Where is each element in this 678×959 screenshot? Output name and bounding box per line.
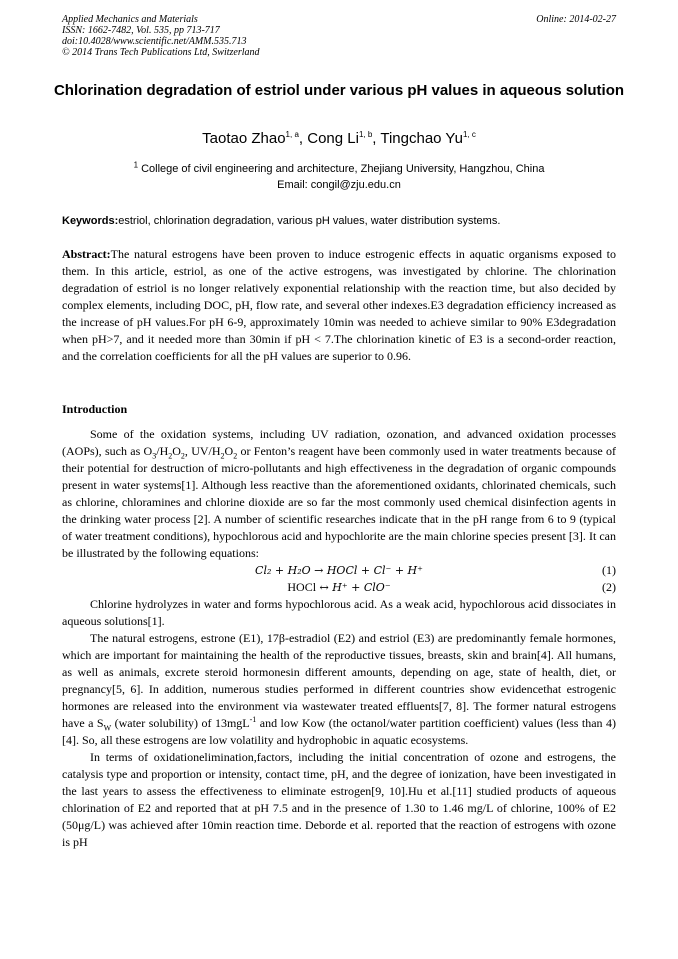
- abstract-label: Abstract:: [62, 247, 111, 261]
- equation-number: (2): [602, 580, 616, 594]
- abstract-section: [62, 246, 616, 365]
- superscript: -1: [249, 715, 257, 724]
- paragraph: [62, 426, 616, 562]
- author-affiliation-mark: 1, b: [358, 130, 373, 139]
- keywords-text: estriol, chlorination degradation, various pH values, water distribution systems.: [118, 215, 501, 227]
- paragraph: In terms of oxidationelimination,factors, including the initial concentration of ozone and estrogens, the catalysis type and proportion or intensity, contact time, pH, and the degree of ionization, have been investigated in the last years to assess the effectiveness to eliminate estrogen[9, 10].Hu et al.[11] studied products of aqueous chlorination of E2 and reported that at pH 7.5 and in the presence of 1.30 to 1.46 mg/L of chlorine, 100% of E2 (50μg/L) was achieved after 10min reaction time. Deborde et al. reported that the reaction of estrogens with ozone is pH: [62, 750, 616, 849]
- subscript: 2: [233, 451, 238, 461]
- author-affiliation-mark: 1, c: [462, 130, 476, 139]
- paragraph-text: /H: [156, 444, 169, 458]
- affiliation-mark: 1: [133, 160, 139, 170]
- paragraph-text: Some of the oxidation systems, including UV radiation, ozonation, and advanced oxidation processes (AOPs), such as O: [62, 427, 616, 458]
- doi: doi:10.4028/www.scientific.net/AMM.535.713: [62, 36, 247, 47]
- online-date: Online: 2014-02-27: [536, 14, 616, 25]
- subscript: 2: [168, 451, 173, 461]
- author-name: Tingchao Yu: [380, 130, 463, 147]
- paragraph-text: , UV/H: [184, 444, 221, 458]
- author-name: Cong Li: [307, 130, 359, 147]
- equation-number: (1): [602, 563, 616, 577]
- subscript: 2: [220, 451, 225, 461]
- paper-title: Chlorination degradation of estriol under various pH values in aqueous solution: [53, 82, 625, 99]
- author-list: Taotao Zhao$^{1, a}$, Cong Li$^{1, b}$, Tingchao Yu$^{1, c}$: [202, 130, 476, 147]
- author-name: Taotao Zhao: [202, 130, 286, 147]
- issn: ISSN: 1662-7482, Vol. 535, pp 713-717: [62, 25, 220, 36]
- paragraph: Chlorine hydrolyzes in water and forms hypochlorous acid. As a weak acid, hypochlorous acid dissociates in aqueous solutions[1].: [62, 597, 616, 628]
- paragraph-text: (water solubility) of 13mgL: [111, 716, 250, 730]
- affiliation-line: [40, 161, 638, 177]
- equation-formula: ↔ H⁺ + ClO⁻: [316, 581, 391, 594]
- paragraph-text: The natural estrogens, estrone (E1), 17β-estradiol (E2) and estriol (E3) are predominantly female hormones, which are important for maintaining the health of the reproductive tissues, breasts, skin and brain[4]. All humans, as well as animals, excrete steroid hormonesin different amounts, depending on age, state of health, diet, or pregnancy[5, 6]. In addition, numerous studies performed in different countries show evidencethat estrogenic hormones are released into the environment via wastewater treated effluents[7, 8]. The former natural estrogens have a S: [62, 631, 616, 730]
- email-line: Email: congil@zju.edu.cn: [277, 179, 401, 191]
- introduction-section: [62, 426, 616, 851]
- equation-2: [62, 579, 616, 596]
- journal-header: [62, 14, 616, 58]
- affiliation-block: [40, 161, 638, 193]
- keywords-label: Keywords:: [62, 215, 119, 227]
- subscript: 2: [180, 451, 185, 461]
- abstract-text: The natural estrogens have been proven to induce estrogenic effects in aquatic organisms exposed to them. In this article, estriol, as one of the active estrogens, was investigated by chlorine. The chlorination degradation of estriol is no longer relatively exponential relationship with the reaction time, but also decided by complex elements, including DOC, pH, flow rate, and several other indexes.E3 degradation efficiency increased as the increase of pH values.For pH 6-9, approximately 10min was needed to achieve similar to 90% E3degradation when pH>7, and it needed more than 30min if pH < 7.The chlorination kinetic of E3 is a second-order reaction, and the correlation coefficients for all the pH values are superior to 0.96.: [62, 247, 616, 363]
- subscript: 3: [152, 451, 157, 461]
- equation-formula: Cl₂ + H₂O → HOCl + Cl⁻ + H⁺: [255, 564, 423, 577]
- introduction-heading: Introduction: [62, 402, 128, 416]
- journal-name: Applied Mechanics and Materials: [62, 14, 198, 25]
- copyright: © 2014 Trans Tech Publications Ltd, Switzerland: [62, 47, 260, 58]
- paragraph-text: and low Kow (the octanol/water partition coefficient) values (less than 4)[4]. So, all these estrogens are low volatility and hydrophobic in aquatic ecosystems.: [62, 716, 617, 747]
- subscript: W: [103, 723, 112, 733]
- paragraph-text: O: [224, 444, 234, 458]
- paragraph-text: or Fenton’s reagent have been commonly used in water treatments because of their potential for destruction of micro-pollutants and high effectiveness in the degradation of organic compounds present in water systems[1]. Although less reactive than the aforementioned oxidants, chlorinated chemicals, such as chlorine, chloramines and chlorine dioxide are so far the most commonly used chemical disinfection agents in the drinking water process [2]. A number of scientific researches indicate that in the pH range from 6 to 9 (typical of water treatment conditions), hypochlorous acid and hypochlorite are the main chlorine species present [3]. It can be illustrated by the following equations:: [62, 444, 616, 560]
- author-affiliation-mark: 1, a: [285, 130, 299, 139]
- keywords-section: [62, 213, 616, 229]
- affiliation-text: College of civil engineering and architecture, Zhejiang University, Hangzhou, China: [141, 163, 545, 175]
- equation-prefix: HOCl: [287, 580, 317, 594]
- paragraph: [62, 630, 616, 749]
- paragraph-text: O: [172, 444, 181, 458]
- equation-1: [62, 562, 616, 579]
